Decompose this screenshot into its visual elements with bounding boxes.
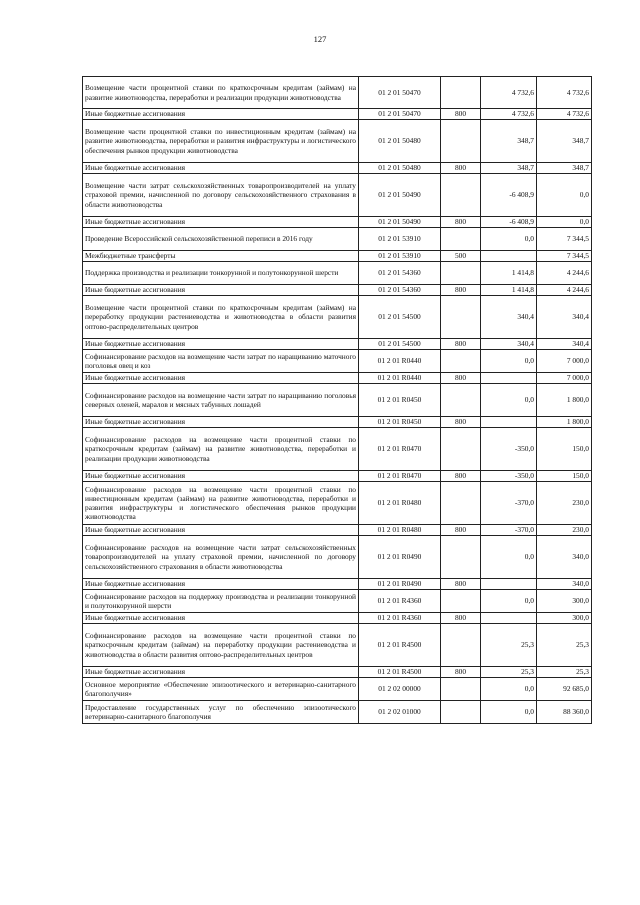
value-2-cell: 348,7 (537, 120, 592, 163)
value-2-cell: 4 732,6 (537, 77, 592, 109)
value-1-cell: -370,0 (481, 525, 537, 536)
type-cell: 800 (441, 471, 481, 482)
name-cell: Возмещение части затрат сельскохозяйственных товаропроизводителей на уплату страховой премии, начисленной по договору сельскохозяйственного страхования в области животноводства (83, 174, 359, 217)
name-cell: Софинансирование расходов на поддержку производства и реализации тонкорунной и полутонкорунной шерсти (83, 590, 359, 613)
type-cell (441, 678, 481, 701)
code-cell: 01 2 01 54500 (359, 339, 441, 350)
type-cell: 800 (441, 417, 481, 428)
name-cell: Иные бюджетные ассигнования (83, 417, 359, 428)
value-1-cell (481, 579, 537, 590)
value-1-cell: 4 732,6 (481, 109, 537, 120)
value-1-cell: 1 414,8 (481, 262, 537, 285)
code-cell: 01 2 01 R4360 (359, 613, 441, 624)
table-row (83, 613, 592, 624)
table-row (83, 417, 592, 428)
value-1-cell: 0,0 (481, 590, 537, 613)
code-cell: 01 2 01 R0470 (359, 428, 441, 471)
type-cell (441, 590, 481, 613)
name-cell: Софинансирование расходов на возмещение части процентной ставки по краткосрочным кредитам (займам) на развитие животноводства, переработки и реализации продукции животноводства (83, 428, 359, 471)
budget-table-body (83, 77, 592, 724)
name-cell: Софинансирование расходов на возмещение части затрат по наращиванию поголовья северных оленей, маралов и мясных табунных лошадей (83, 384, 359, 417)
code-cell: 01 2 01 50480 (359, 163, 441, 174)
code-cell: 01 2 01 50490 (359, 217, 441, 228)
name-cell: Возмещение части процентной ставки по краткосрочным кредитам (займам) на переработку продукции растениеводства и животноводства в области развития оптово-распределительных центров (83, 296, 359, 339)
code-cell: 01 2 01 50470 (359, 77, 441, 109)
code-cell: 01 2 01 54360 (359, 285, 441, 296)
value-2-cell: 230,0 (537, 525, 592, 536)
value-2-cell: 1 800,0 (537, 384, 592, 417)
value-1-cell: 348,7 (481, 163, 537, 174)
value-2-cell: 25,3 (537, 667, 592, 678)
code-cell: 01 2 01 50490 (359, 174, 441, 217)
type-cell: 500 (441, 251, 481, 262)
name-cell: Софинансирование расходов на возмещение части процентной ставки по краткосрочным кредитам (займам) на переработку продукции растениеводства и животноводства в области развития оптово-распределительных центров (83, 624, 359, 667)
code-cell: 01 2 02 00000 (359, 678, 441, 701)
table-row (83, 109, 592, 120)
name-cell: Возмещение части процентной ставки по инвестиционным кредитам (займам) на развитие животноводства, переработки и развития инфраструктуры и логистического обеспечения рынков продукции животноводства (83, 120, 359, 163)
value-2-cell: 0,0 (537, 217, 592, 228)
code-cell: 01 2 01 R0490 (359, 579, 441, 590)
value-2-cell: 0,0 (537, 174, 592, 217)
value-2-cell: 300,0 (537, 613, 592, 624)
value-2-cell: 230,0 (537, 482, 592, 525)
table-row (83, 350, 592, 373)
table-row (83, 667, 592, 678)
table-row (83, 384, 592, 417)
value-1-cell: 0,0 (481, 536, 537, 579)
value-1-cell: 340,4 (481, 339, 537, 350)
table-row (83, 163, 592, 174)
code-cell: 01 2 01 R0440 (359, 373, 441, 384)
name-cell: Иные бюджетные ассигнования (83, 373, 359, 384)
code-cell: 01 2 01 R0440 (359, 350, 441, 373)
value-2-cell: 7 000,0 (537, 373, 592, 384)
code-cell: 01 2 01 53910 (359, 251, 441, 262)
value-1-cell: -370,0 (481, 482, 537, 525)
value-1-cell: 0,0 (481, 228, 537, 251)
value-1-cell: 348,7 (481, 120, 537, 163)
code-cell: 01 2 01 R0480 (359, 482, 441, 525)
table-row (83, 525, 592, 536)
value-1-cell (481, 373, 537, 384)
code-cell: 01 2 01 R0450 (359, 384, 441, 417)
name-cell: Возмещение части процентной ставки по краткосрочным кредитам (займам) на развитие животноводства, переработки и реализации продукции животноводства (83, 77, 359, 109)
table-row (83, 590, 592, 613)
value-2-cell: 340,4 (537, 339, 592, 350)
type-cell (441, 536, 481, 579)
code-cell: 01 2 01 R4360 (359, 590, 441, 613)
table-row (83, 536, 592, 579)
code-cell: 01 2 02 01000 (359, 701, 441, 724)
name-cell: Иные бюджетные ассигнования (83, 163, 359, 174)
value-2-cell: 4 244,6 (537, 285, 592, 296)
name-cell: Поддержка производства и реализации тонкорунной и полутонкорунной шерсти (83, 262, 359, 285)
name-cell: Предоставление государственных услуг по обеспечению эпизоотического ветеринарно-санитарного благополучия (83, 701, 359, 724)
value-2-cell: 1 800,0 (537, 417, 592, 428)
name-cell: Софинансирование расходов на возмещение части процентной ставки по инвестиционным кредитам (займам) на развитие животноводства, переработки и развития инфраструктуры и логистического обеспечения рынков продукции животноводства (83, 482, 359, 525)
type-cell: 800 (441, 339, 481, 350)
type-cell: 800 (441, 109, 481, 120)
table-row (83, 296, 592, 339)
type-cell (441, 624, 481, 667)
table-row (83, 251, 592, 262)
value-1-cell: 0,0 (481, 701, 537, 724)
table-row (83, 120, 592, 163)
code-cell: 01 2 01 R0470 (359, 471, 441, 482)
code-cell: 01 2 01 53910 (359, 228, 441, 251)
table-row (83, 373, 592, 384)
type-cell (441, 262, 481, 285)
value-2-cell: 340,0 (537, 536, 592, 579)
code-cell: 01 2 01 R0450 (359, 417, 441, 428)
name-cell: Иные бюджетные ассигнования (83, 471, 359, 482)
code-cell: 01 2 01 54500 (359, 296, 441, 339)
value-1-cell: 0,0 (481, 350, 537, 373)
name-cell: Иные бюджетные ассигнования (83, 525, 359, 536)
name-cell: Софинансирование расходов на возмещение части затрат по наращиванию маточного поголовья овец и коз (83, 350, 359, 373)
code-cell: 01 2 01 50470 (359, 109, 441, 120)
value-2-cell: 7 344,5 (537, 251, 592, 262)
page-number: 127 (313, 34, 327, 44)
name-cell: Иные бюджетные ассигнования (83, 613, 359, 624)
value-1-cell (481, 613, 537, 624)
type-cell (441, 350, 481, 373)
type-cell: 800 (441, 163, 481, 174)
type-cell (441, 174, 481, 217)
name-cell: Иные бюджетные ассигнования (83, 339, 359, 350)
type-cell (441, 296, 481, 339)
value-2-cell: 340,0 (537, 579, 592, 590)
value-2-cell: 340,4 (537, 296, 592, 339)
value-1-cell: -350,0 (481, 428, 537, 471)
value-1-cell: 340,4 (481, 296, 537, 339)
budget-table (82, 76, 592, 724)
name-cell: Основное мероприятие «Обеспечение эпизоотического и ветеринарно-санитарного благополучия» (83, 678, 359, 701)
value-2-cell: 7 000,0 (537, 350, 592, 373)
value-1-cell: 0,0 (481, 384, 537, 417)
name-cell: Иные бюджетные ассигнования (83, 217, 359, 228)
type-cell (441, 482, 481, 525)
table-row (83, 174, 592, 217)
type-cell (441, 77, 481, 109)
name-cell: Иные бюджетные ассигнования (83, 667, 359, 678)
value-2-cell: 25,3 (537, 624, 592, 667)
code-cell: 01 2 01 R0480 (359, 525, 441, 536)
value-1-cell: 25,3 (481, 667, 537, 678)
code-cell: 01 2 01 50480 (359, 120, 441, 163)
type-cell: 800 (441, 667, 481, 678)
value-2-cell: 150,0 (537, 471, 592, 482)
type-cell: 800 (441, 373, 481, 384)
value-1-cell: -350,0 (481, 471, 537, 482)
type-cell (441, 428, 481, 471)
type-cell (441, 384, 481, 417)
name-cell: Межбюджетные трансферты (83, 251, 359, 262)
value-1-cell: 4 732,6 (481, 77, 537, 109)
type-cell (441, 701, 481, 724)
value-2-cell: 4 732,6 (537, 109, 592, 120)
value-2-cell: 92 685,0 (537, 678, 592, 701)
type-cell: 800 (441, 285, 481, 296)
value-2-cell: 4 244,6 (537, 262, 592, 285)
code-cell: 01 2 01 R0490 (359, 536, 441, 579)
name-cell: Иные бюджетные ассигнования (83, 109, 359, 120)
table-row (83, 77, 592, 109)
value-1-cell: 1 414,8 (481, 285, 537, 296)
type-cell: 800 (441, 525, 481, 536)
table-row (83, 482, 592, 525)
name-cell: Софинансирование расходов на возмещение части затрат сельскохозяйственных товаропроизводителей на уплату страховой премии, начисленной по договору сельскохозяйственного страхования в области животноводства (83, 536, 359, 579)
table-row (83, 579, 592, 590)
value-1-cell: 0,0 (481, 678, 537, 701)
type-cell: 800 (441, 579, 481, 590)
table-row (83, 228, 592, 251)
value-2-cell: 300,0 (537, 590, 592, 613)
value-2-cell: 7 344,5 (537, 228, 592, 251)
type-cell: 800 (441, 613, 481, 624)
table-row (83, 678, 592, 701)
value-1-cell: -6 408,9 (481, 174, 537, 217)
table-row (83, 285, 592, 296)
value-2-cell: 348,7 (537, 163, 592, 174)
name-cell: Иные бюджетные ассигнования (83, 579, 359, 590)
value-2-cell: 150,0 (537, 428, 592, 471)
value-2-cell: 88 360,0 (537, 701, 592, 724)
table-row (83, 471, 592, 482)
value-1-cell: -6 408,9 (481, 217, 537, 228)
value-1-cell (481, 417, 537, 428)
value-1-cell: 25,3 (481, 624, 537, 667)
table-row (83, 428, 592, 471)
code-cell: 01 2 01 R4500 (359, 667, 441, 678)
name-cell: Проведение Всероссийской сельскохозяйственной переписи в 2016 году (83, 228, 359, 251)
value-1-cell (481, 251, 537, 262)
table-row (83, 339, 592, 350)
table-row (83, 217, 592, 228)
type-cell (441, 228, 481, 251)
table-row (83, 701, 592, 724)
type-cell (441, 120, 481, 163)
table-row (83, 624, 592, 667)
name-cell: Иные бюджетные ассигнования (83, 285, 359, 296)
code-cell: 01 2 01 R4500 (359, 624, 441, 667)
table-row (83, 262, 592, 285)
code-cell: 01 2 01 54360 (359, 262, 441, 285)
type-cell: 800 (441, 217, 481, 228)
